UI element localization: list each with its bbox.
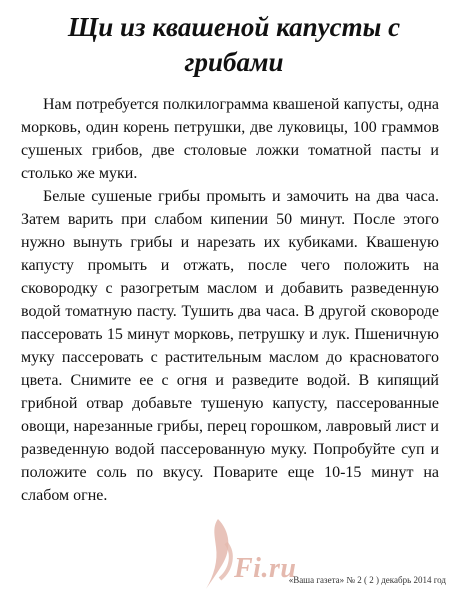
instructions-paragraph: Белые сушеные грибы промыть и замочить на два часа. Затем варить при слабом кипении 50 минут. После этого нужно вынуть грибы и нарезать их кубиками. Квашеную капусту промыть и отжать, после чего положить на сковородку с разогретым маслом и добавить разведенную водой томатную пасту. Тушить два часа. В другой сковороде пассеровать 15 минут морковь, петрушку и лук. Пшеничную муку пассеровать с растительным маслом до красноватого цвета. Снимите ее с огня и разведите водой. В кипящий грибной отвар добавьте тушеную капусту, пассерованные овощи, нарезанные грибы, перец горошком, лавровый лист и разведенную водой пассерованную муку. Попробуйте суп и положите соль по вкусу. Поварите еще 10-15 минут на слабом огне. <box>21 188 439 504</box>
recipe-title: Щи из квашеной капусты с грибами <box>67 12 401 77</box>
watermark-text: Fi.ru <box>234 553 297 584</box>
publication-source: «Ваша газета» № 2 ( 2 ) декабрь 2014 год <box>288 575 446 585</box>
ingredients-paragraph: Нам потребуется полкилограмма квашеной капусты, одна морковь, один корень петрушки, две луковицы, 100 граммов сушеных грибов, две столовые ложки томатной пасты и столько же муки. <box>21 96 439 182</box>
recipe-body <box>21 93 439 507</box>
watermark-logo-icon <box>198 513 238 593</box>
